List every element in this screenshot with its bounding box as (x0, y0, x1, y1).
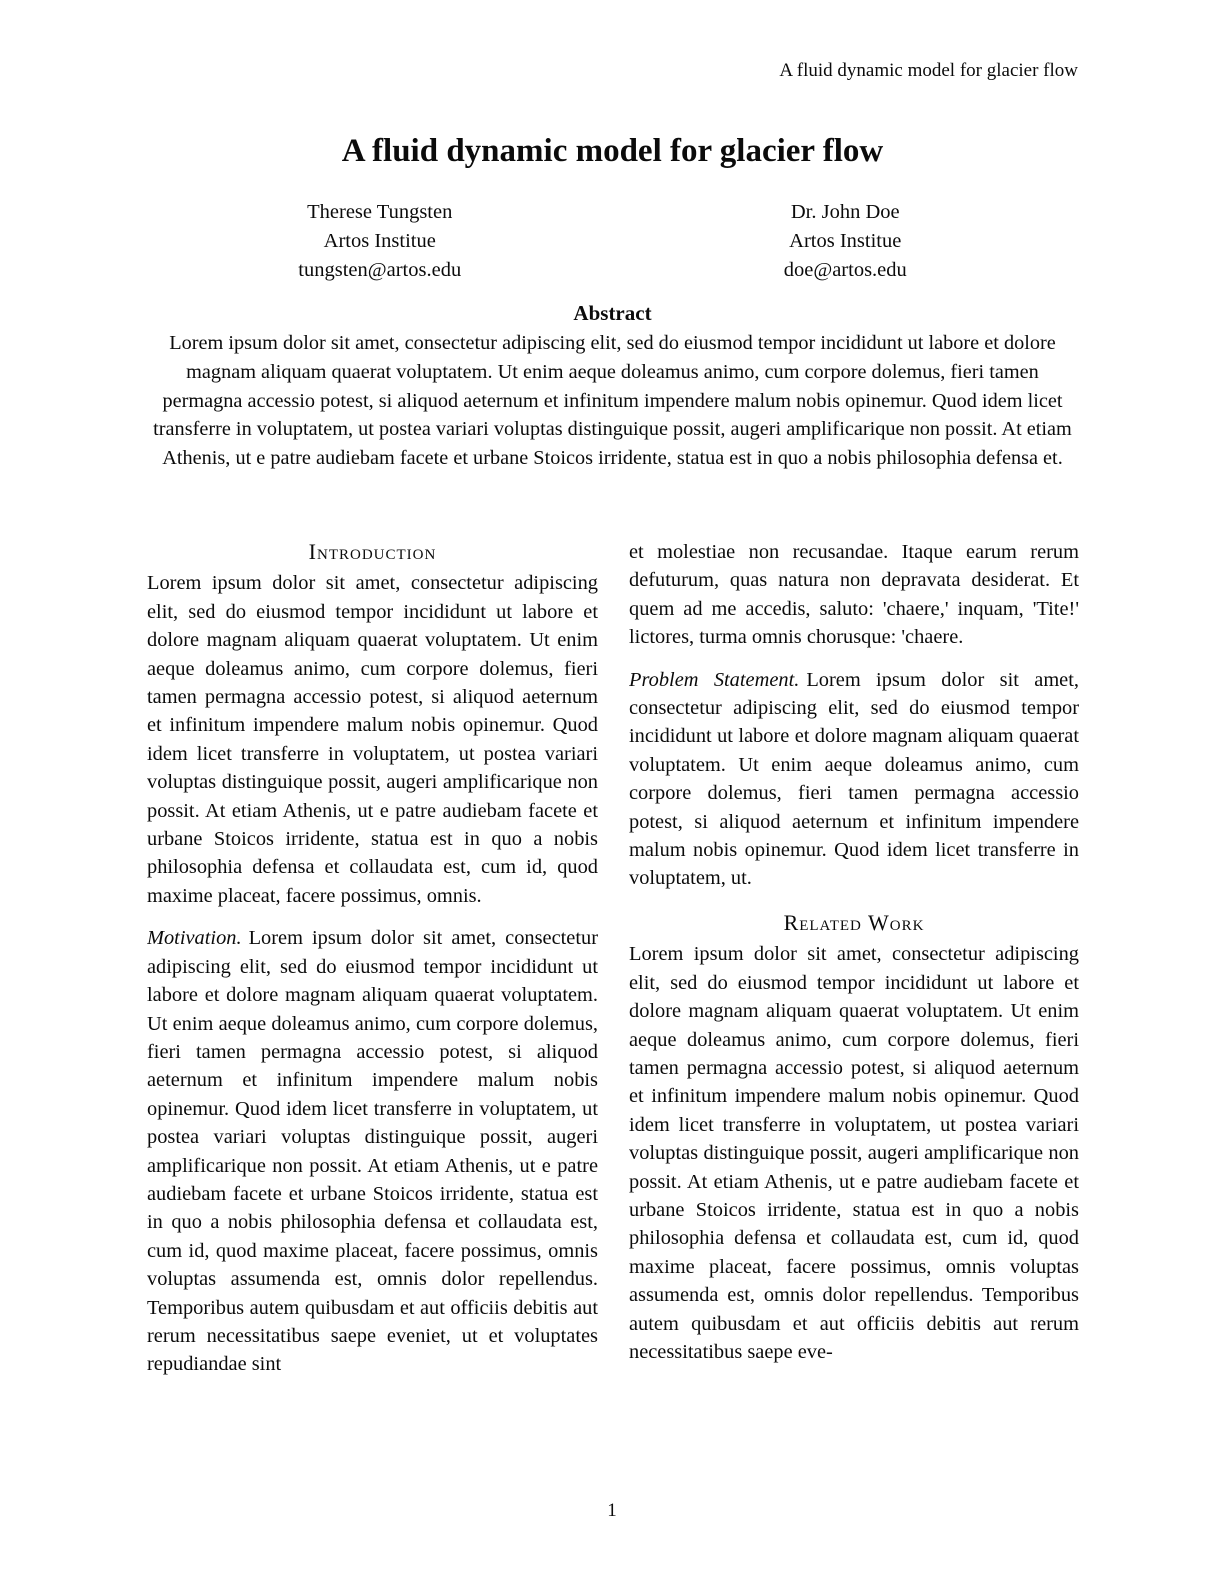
motivation-run-in-label: Motivation. (147, 927, 242, 950)
motivation-text: Lorem ipsum dolor sit amet, consectetur adipiscing elit, sed do eiusmod tempor incididunt ut labore et dolore magnam aliquam quaerat voluptatem. Ut enim aeque doleamus animo, cum corpore dolemus, fieri tamen permagna accessio potest, si aliquod aeternum et infinitum impendere malum nobis opinemur. Quod idem licet transferre in voluptatem, ut postea variari voluptas distinguique possit, augeri amplificarique non possit. At etiam Athenis, ut e patre audiebam facete et urbane Stoicos irridente, statua est in quo a nobis philosophia defensa et collaudata est, cum id, quod maxime placeat, facere possimus, omnis voluptas assumenda est, omnis dolor repellendus. Temporibus autem quibusdam et aut officiis debitis aut rerum necessitatibus saepe eveniet, ut et voluptates repudiandae sint (147, 927, 598, 1376)
continuation-paragraph (629, 538, 1079, 652)
abstract-heading: Abstract (573, 301, 652, 325)
author-2 (613, 198, 1079, 285)
author-email: doe@artos.edu (783, 259, 907, 281)
introduction-text: Lorem ipsum dolor sit amet, consectetur adipiscing elit, sed do eiusmod tempor incididunt ut labore et dolore magnam aliquam quaerat voluptatem. Ut enim aeque doleamus animo, cum corpore dolemus, fieri tamen permagna accessio potest, si aliquod aeternum et infinitum impendere malum nobis opinemur. Quod idem licet transferre in voluptatem, ut postea variari voluptas distinguique possit, augeri amplificarique non possit. At etiam Athenis, ut e patre audiebam facete et urbane Stoicos irridente, statua est in quo a nobis philosophia defensa et collaudata est, cum id, quod maxime placeat, facere possimus, omnis. (147, 572, 598, 907)
author-name: Therese Tungsten (307, 201, 453, 223)
abstract-text: Lorem ipsum dolor sit amet, consectetur adipiscing elit, sed do eiusmod tempor incididunt ut labore et dolore magnam aliquam quaerat voluptatem. Ut enim aeque doleamus animo, cum corpore dolemus, fieri tamen permagna accessio potest, si aliquod aeternum et infinitum impendere malum nobis opinemur. Quod idem licet transferre in voluptatem, ut postea variari voluptas distinguique possit, augeri amplificarique non possit. At etiam Athenis, ut e patre audiebam facete et urbane Stoicos irridente, statua est in quo a nobis philosophia defensa et. (153, 332, 1072, 470)
section-heading-related-work: Related Work (783, 909, 925, 935)
section-heading-introduction: Introduction (308, 539, 437, 564)
problem-statement-run-in-label: Problem Statement. (629, 668, 800, 691)
continuation-text: et molestiae non recusandae. Itaque earum rerum defuturum, quas natura non depravata desiderat. Et quem ad me accedis, saluto: 'chaere,' inquam, 'Tite!' lictores, turma omnis chorusque: 'chaere. (629, 541, 1079, 649)
introduction-paragraph (147, 569, 598, 910)
author-affiliation: Artos Institue (323, 230, 436, 252)
paper-title: A fluid dynamic model for glacier flow (341, 133, 884, 169)
problem-statement-paragraph (629, 666, 1079, 893)
problem-statement-text: Lorem ipsum dolor sit amet, consectetur adipiscing elit, sed do eiusmod tempor incididunt ut labore et dolore magnam aliquam quaerat voluptatem. Ut enim aeque doleamus animo, cum corpore dolemus, fieri tamen permagna accessio potest, si aliquod aeternum et infinitum impendere malum nobis opinemur. Quod idem licet transferre in voluptatem, ut. (629, 668, 1079, 890)
author-email: tungsten@artos.edu (298, 259, 462, 281)
author-affiliation: Artos Institue (789, 230, 902, 252)
right-column (629, 538, 1079, 1456)
related-work-paragraph (629, 940, 1079, 1366)
page-number: 1 (607, 1500, 617, 1521)
running-header: A fluid dynamic model for glacier flow (779, 60, 1078, 81)
author-1 (147, 198, 613, 285)
author-name: Dr. John Doe (790, 201, 900, 223)
author-block (147, 198, 1078, 285)
related-work-text: Lorem ipsum dolor sit amet, consectetur adipiscing elit, sed do eiusmod tempor incididunt ut labore et dolore magnam aliquam quaerat voluptatem. Ut enim aeque doleamus animo, cum corpore dolemus, fieri tamen permagna accessio potest, si aliquod aeternum et infinitum impendere malum nobis opinemur. Quod idem licet transferre in voluptatem, ut postea variari voluptas distinguique possit, augeri amplificarique non possit. At etiam Athenis, ut e patre audiebam facete et urbane Stoicos irridente, statua est in quo a nobis philosophia defensa et collaudata est, cum id, quod maxime placeat, facere possimus, omnis voluptas assumenda est, omnis dolor repellendus. Temporibus autem quibusdam et aut officiis debitis aut rerum necessitatibus saepe eve- (629, 943, 1079, 1363)
left-column (147, 538, 598, 1456)
motivation-paragraph (147, 924, 598, 1379)
